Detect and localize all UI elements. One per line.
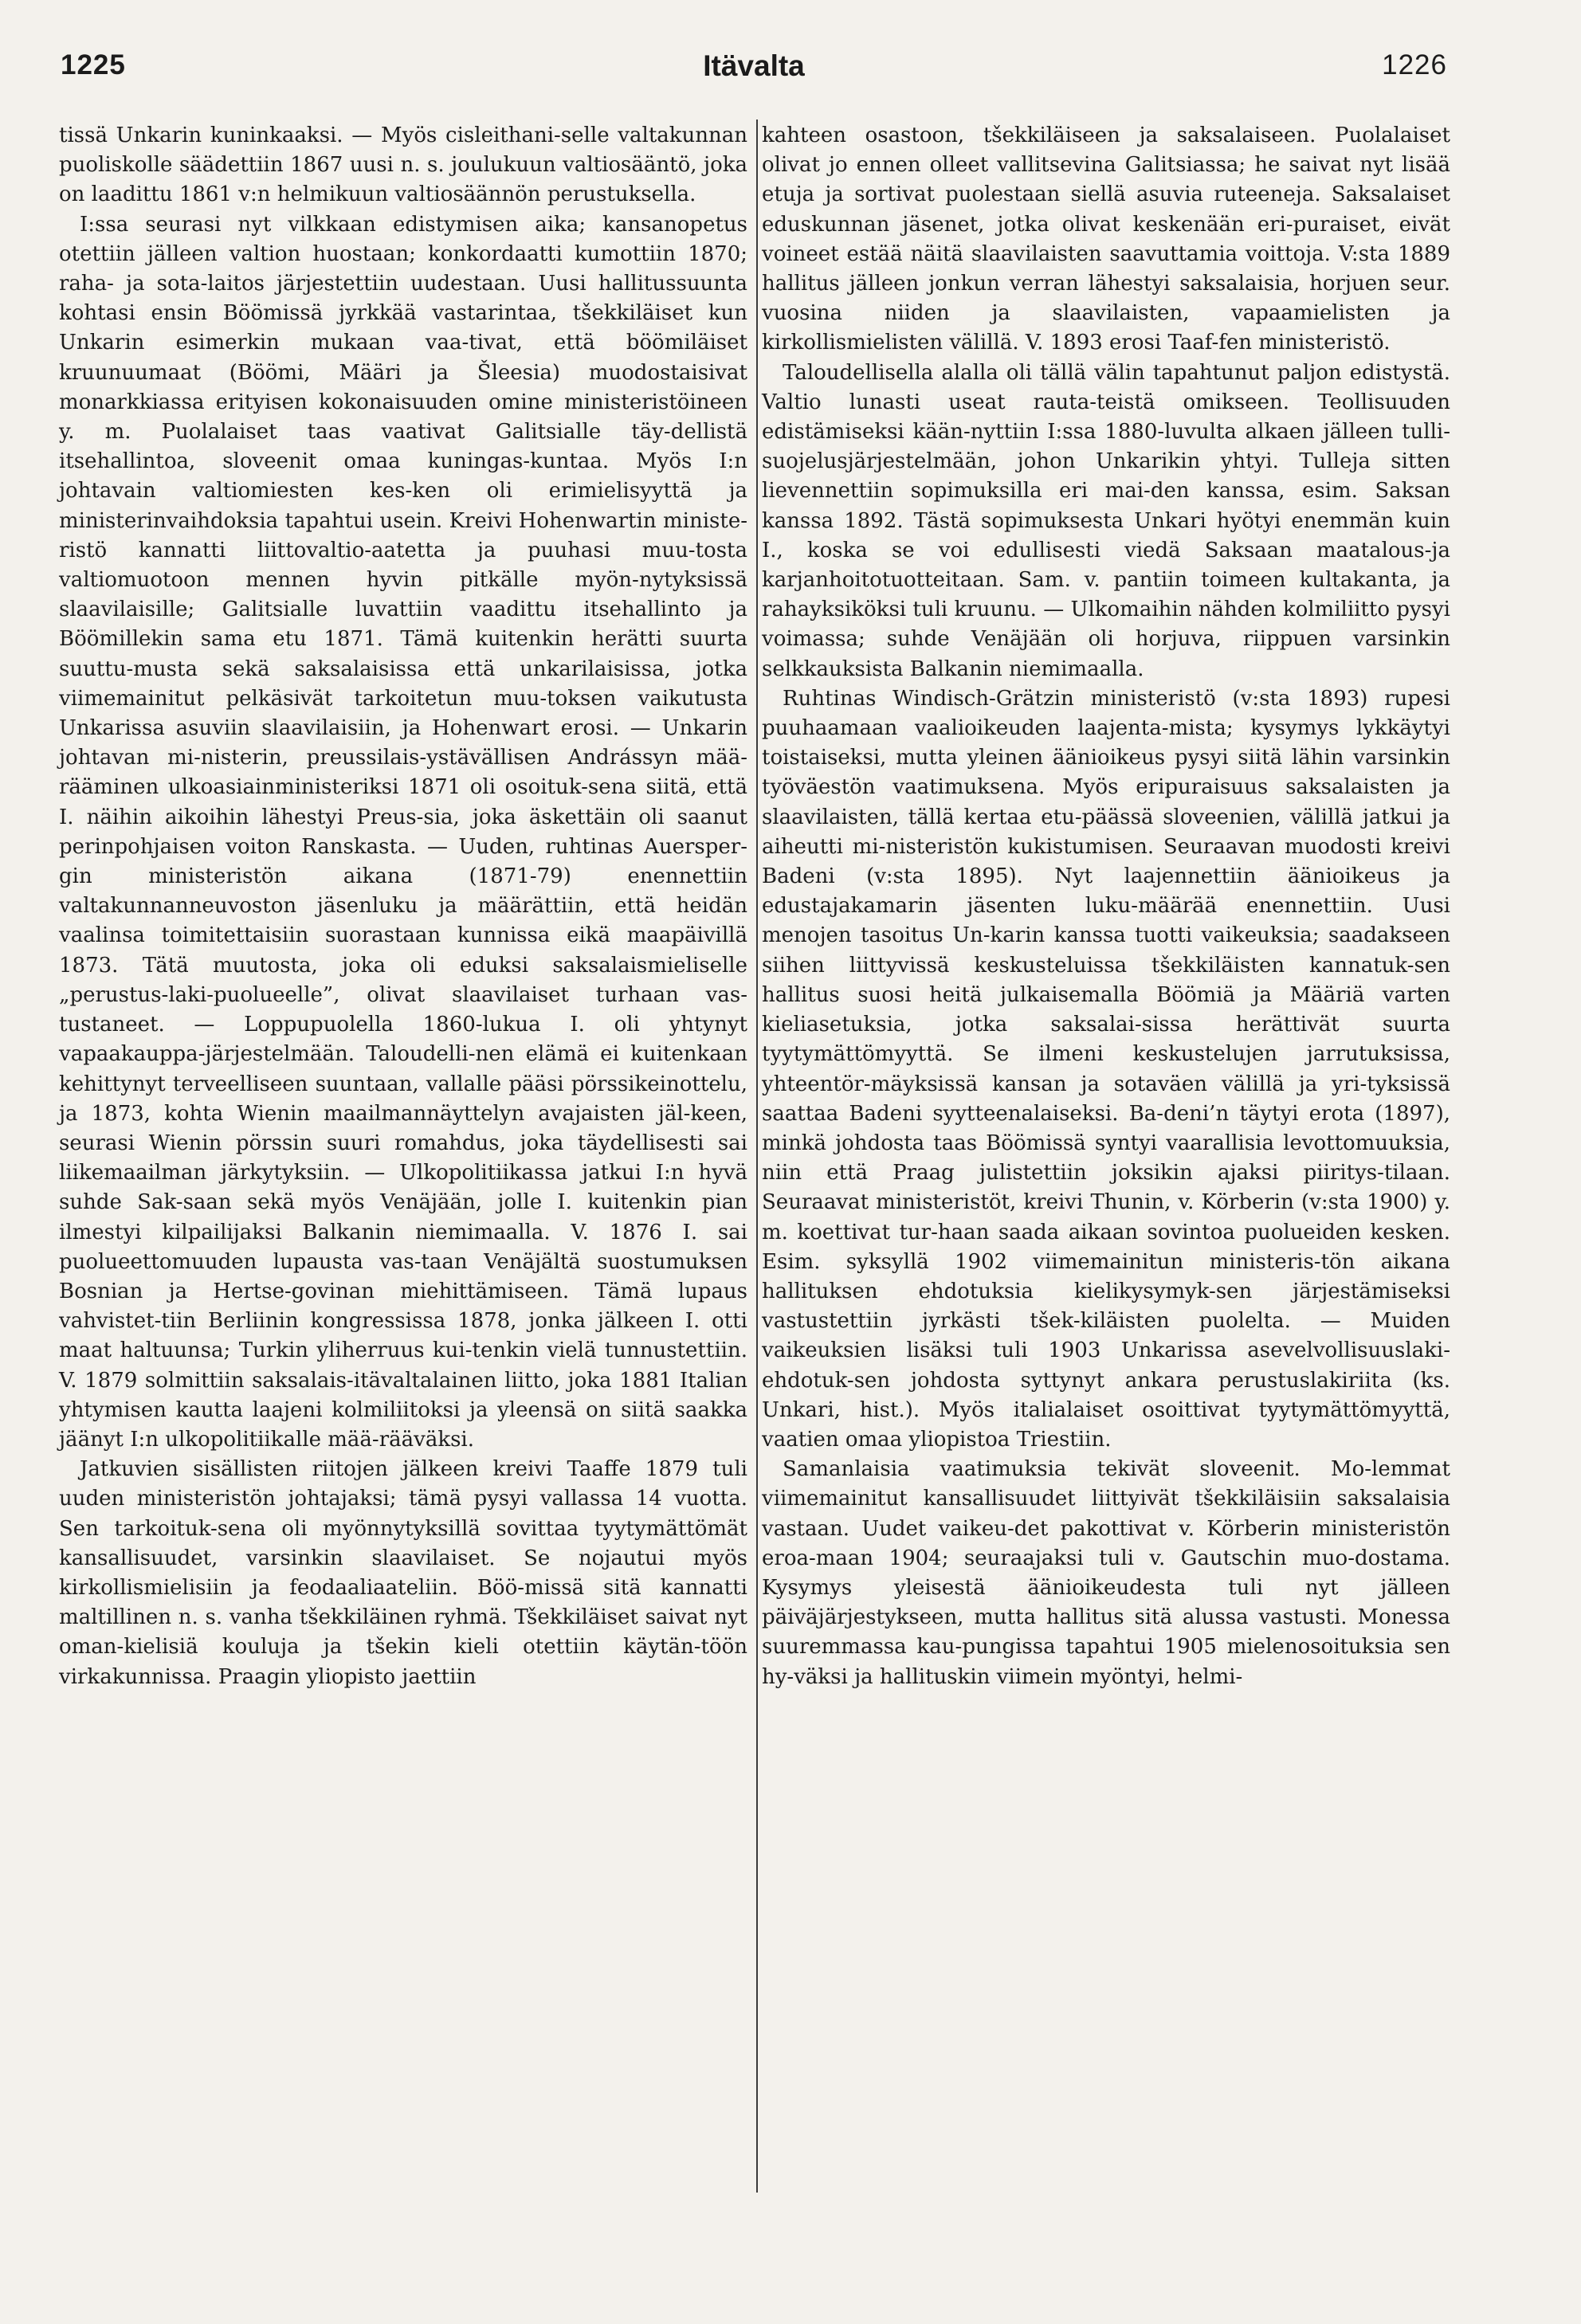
paragraph: Samanlaisia vaatimuksia tekivät sloveenit. Mo-lemmat viimemainitut kansallisuudet liittyivät tšekkiläisiin saksalaisia vastaan. Uudet vaikeu-det pakottivat v. Körberin ministeristön eroa-maan 1904; seuraajaksi tuli v. Gautschin muo-dostama. Kysymys yleisestä äänioikeudesta tuli nyt jälleen päiväjärjestykseen, mutta hallitus sitä alussa vastusti. Monessa suuremmassa kau-pungissa tapahtui 1905 mielenosoituksia sen hy-väksi ja hallituskin viimein myöntyi, helmi- (762, 1457, 1450, 1689)
running-title: Itävalta (703, 49, 805, 82)
page-header (61, 49, 1447, 94)
page-number-left: 1225 (61, 49, 126, 80)
left-text-column (59, 121, 747, 1692)
column-divider (756, 120, 758, 2193)
paragraph: Jatkuvien sisällisten riitojen jälkeen kreivi Taaffe 1879 tuli uuden ministeristön johtajaksi; tämä pysyi vallassa 14 vuotta. Sen tarkoituk-sena oli myönnytyksillä sovittaa tyytymättömät kansallisuudet, varsinkin slaavilaiset. Se nojautui myös kirkollismielisiin ja feodaaliaateliin. Böö-missä sitä kannatti maltillinen n. s. vanha tšekkiläinen ryhmä. Tšekkiläiset saivat nyt oman-kielisiä kouluja ja tšekin kieli otettiin käytän-töön virkakunnissa. Praagin yliopisto jaettiin (59, 1457, 747, 1689)
paragraph: I:ssa seurasi nyt vilkkaan edistymisen aika; kansanopetus otettiin jälleen valtion huostaan; konkordaatti kumottiin 1870; raha- ja sota-laitos järjestettiin uudestaan. Uusi hallitussuunta kohtasi ensin Böömissä jyrkkää vastarintaa, tšekkiläiset kun Unkarin esimerkin mukaan vaa-tivat, että böömiläiset kruunuumaat (Böömi, Määri ja Šleesia) muodostaisivat monarkkiassa erityisen kokonaisuuden omine ministeristöineen y. m. Puolalaiset taas vaativat Galitsialle täy-dellistä itsehallintoa, sloveenit omaa kuningas-kuntaa. Myös I:n johtavain valtiomiesten kes-ken oli erimielisyyttä ja ministerinvaihdoksia tapahtui usein. Kreivi Hohenwartin ministe-ristö kannatti liittovaltio-aatetta ja puuhasi muu-tosta valtiomuotoon mennen hyvin pitkälle myön-nytyksissä slaavilaisille; Galitsialle luvattiin vaadittu itsehallinto ja Böömillekin sama etu 1871. Tämä kuitenkin herätti suurta suuttu-musta sekä saksalaisissa että unkarilaisissa, jotka viimemainitut pelkäsivät tarkoitetun muu-toksen vaikutusta Unkarissa asuviin slaavilaisiin, ja Hohenwart erosi. — Unkarin johtavan mi-nisterin, preussilais-ystävällisen Andrássyn mää-rääminen ulkoasiainministeriksi 1871 oli osoituk-sena siitä, että I. näihin aikoihin lähestyi Preus-sia, joka äskettäin oli saanut perinpohjaisen voiton Ranskasta. — Uuden, ruhtinas Auersper-gin ministeristön aikana (1871-79) enennettiin valtakunnanneuvoston jäsenluku ja määrättiin, että heidän vaalinsa toimitettaisiin suorastaan kunnissa eikä maapäivillä 1873. Tätä muutosta, joka oli eduksi saksalaismieliselle „perustus-laki-puolueelle”, olivat slaavilaiset turhaan vas-tustaneet. — Loppupuolella 1860-lukua I. oli yhtynyt vapaakauppa-järjestelmään. Taloudelli-nen elämä ei kuitenkaan kehittynyt terveelliseen suuntaan, vallalle pääsi pörssikeinottelu, ja 1873, kohta Wienin maailmannäyttelyn avajaisten jäl-keen, seurasi Wienin pörssin suuri romahdus, joka täydellisesti sai liikemaailman järkytyksiin. — Ulkopolitiikassa jatkui I:n hyvä suhde Sak-saan sekä myös Venäjään, jolle I. kuitenkin pian ilmestyi kilpailijaksi Balkanin niemimaalla. V. 1876 I. sai puolueettomuuden lupausta vas-taan Venäjältä suostumuksen Bosnian ja Hertse-govinan miehittämiseen. Tämä lupaus vahvistet-tiin Berliinin kongressissa 1878, jonka jälkeen I. otti maat haltuunsa; Turkin yliherruus kui-tenkin vielä tunnustettiin. V. 1879 solmittiin saksalais-itävaltalainen liitto, joka 1881 Italian yhtymisen kautta laajeni kolmiliitoksi ja yleensä on siitä saakka jäänyt I:n ulkopolitiikalle mää-rääväksi. (59, 212, 747, 1452)
paragraph: tissä Unkarin kuninkaaksi. — Myös cisleithani-selle valtakunnan puoliskolle säädettiin 1867 uusi n. s. joulukuun valtiosääntö, joka on laadittu 1861 v:n helmikuun valtiosäännön perustuksella. (59, 123, 747, 207)
paragraph: Taloudellisella alalla oli tällä välin tapahtunut paljon edistystä. Valtio lunasti useat rauta-teistä omikseen. Teollisuuden edistämiseksi kään-nyttiin I:ssa 1880-luvulta alkaen jälleen tulli-suojelusjärjestelmään, johon Unkarikin yhtyi. Tulleja sitten lievennettiin sopimuksilla eri mai-den kanssa, esim. Saksan kanssa 1892. Tästä sopimuksesta Unkari hyötyi enemmän kuin I., koska se voi edullisesti viedä Saksaan maatalous-ja karjanhoitotuotteitaan. Sam. v. pantiin toimeen kultakanta, ja rahayksiköksi tuli kruunu. — Ulkomaihin nähden kolmiliitto pysyi voimassa; suhde Venäjään oli horjuva, riippuen varsinkin selkkauksista Balkanin niemimaalla. (762, 360, 1450, 681)
paragraph: kahteen osastoon, tšekkiläiseen ja saksalaiseen. Puolalaiset olivat jo ennen olleet vallitsevina Galitsiassa; he saivat nyt lisää etuja ja sortivat puolestaan siellä asuvia ruteeneja. Saksalaiset eduskunnan jäsenet, jotka olivat keskenään eri-puraiset, eivät voineet estää näitä slaavilaisten saavuttamia voittoja. V:sta 1889 hallitus jälleen jonkun verran lähestyi saksalaisia, horjuen seur. vuosina niiden ja slaavilaisten, vapaamielisten ja kirkollismielisten välillä. V. 1893 erosi Taaf-fen ministeristö. (762, 123, 1450, 355)
paragraph: Ruhtinas Windisch-Grätzin ministeristö (v:sta 1893) rupesi puuhaamaan vaalioikeuden laajenta-mista; kysymys lykkäytyi toistaiseksi, mutta yleinen äänioikeus pysyi siitä lähin varsinkin työväestön vaatimuksena. Myös eripuraisuus saksalaisten ja slaavilaisten, tällä kertaa etu-päässä sloveenien, välillä jatkui ja aiheutti mi-nisteristön kukistumisen. Seuraavan muodosti kreivi Badeni (v:sta 1895). Nyt laajennettiin äänioikeus ja edustajakamarin jäsenten luku-määrää enennettiin. Uusi menojen tasoitus Un-karin kanssa tuotti vaikeuksia; saadakseen siihen liittyvissä keskusteluissa tšekkiläisten kannatuk-sen hallitus suosi heitä julkaisemalla Böömiä ja Määriä varten kieliasetuksia, jotka saksalai-sissa herättivät suurta tyytymättömyyttä. Se ilmeni keskustelujen jarrutuksissa, yhteentör-mäyksissä kansan ja sotaväen välillä ja yri-tyksissä saattaa Badeni syytteenalaiseksi. Ba-deni’n täytyi erota (1897), minkä johdosta taas Böömissä syntyi vaarallisia levottomuuksia, niin että Praag julistettiin joksikin ajaksi piiritys-tilaan. Seuraavat ministeristöt, kreivi Thunin, v. Körberin (v:sta 1900) y. m. koettivat tur-haan saada aikaan sovintoa puolueiden kesken. Esim. syksyllä 1902 viimemainitun ministeris-tön aikana hallituksen ehdotuksia kielikysymyk-sen järjestämiseksi vastustettiin jyrkästi tšek-kiläisten puolelta. — Muiden vaikeuksien lisäksi tuli 1903 Unkarissa asevelvollisuuslaki-ehdotuk-sen johdosta syttynyt ankara perustuslakiriita (ks. Unkari, hist.). Myös italialaiset osoittivat tyytymättömyyttä, vaatien omaa yliopistoa Triestiin. (762, 686, 1450, 1452)
page-number-right: 1226 (1382, 49, 1447, 80)
right-text-column (762, 121, 1450, 1692)
